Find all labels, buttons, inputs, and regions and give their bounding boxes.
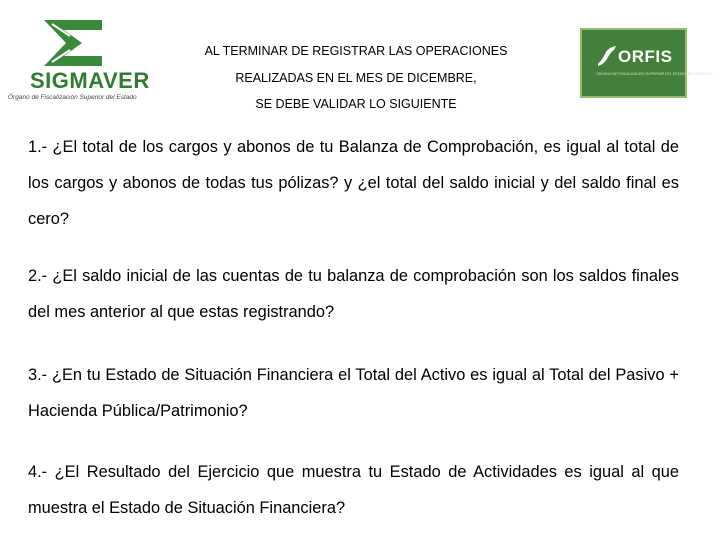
orfis-name: ORFIS [618,47,673,66]
header-line-3: SE DEBE VALIDAR LO SIGUIENTE [255,97,457,111]
sigmaver-name: SIGMAVER [30,68,150,93]
question-2: 2.- ¿El saldo inicial de las cuentas de tu balanza de comprobación son los saldos finales del mes anterior al que estas registrando? [28,267,679,321]
header-line-1: AL TERMINAR DE REGISTRAR LAS OPERACIONES [204,44,508,58]
orfis-subtitle: ÓRGANO DE FISCALIZACIÓN SUPERIOR DEL ESTADO DE VERACRUZ [596,72,713,76]
sigmaver-subtitle: Órgano de Fiscalización Superior del Estado [8,94,137,101]
question-4: 4.- ¿El Resultado del Ejercicio que muestra tu Estado de Actividades es igual al que muestra el Estado de Situación Financiera? [28,463,679,517]
question-3: 3.- ¿En tu Estado de Situación Financiera el Total del Activo es igual al Total del Pasivo + Hacienda Pública/Patrimonio? [28,366,679,420]
orfis-logo [580,28,713,98]
sigmaver-logo [8,12,158,102]
header-instructions [170,38,542,118]
header-line-2: REALIZADAS EN EL MES DE DICEMBRE, [235,70,477,85]
question-1: 1.- ¿El total de los cargos y abonos de tu Balanza de Comprobación, es igual al total de los cargos y abonos de todas tus pólizas? y ¿el total del saldo inicial y del saldo final es cero? [28,138,679,228]
sigma-icon [38,14,108,72]
